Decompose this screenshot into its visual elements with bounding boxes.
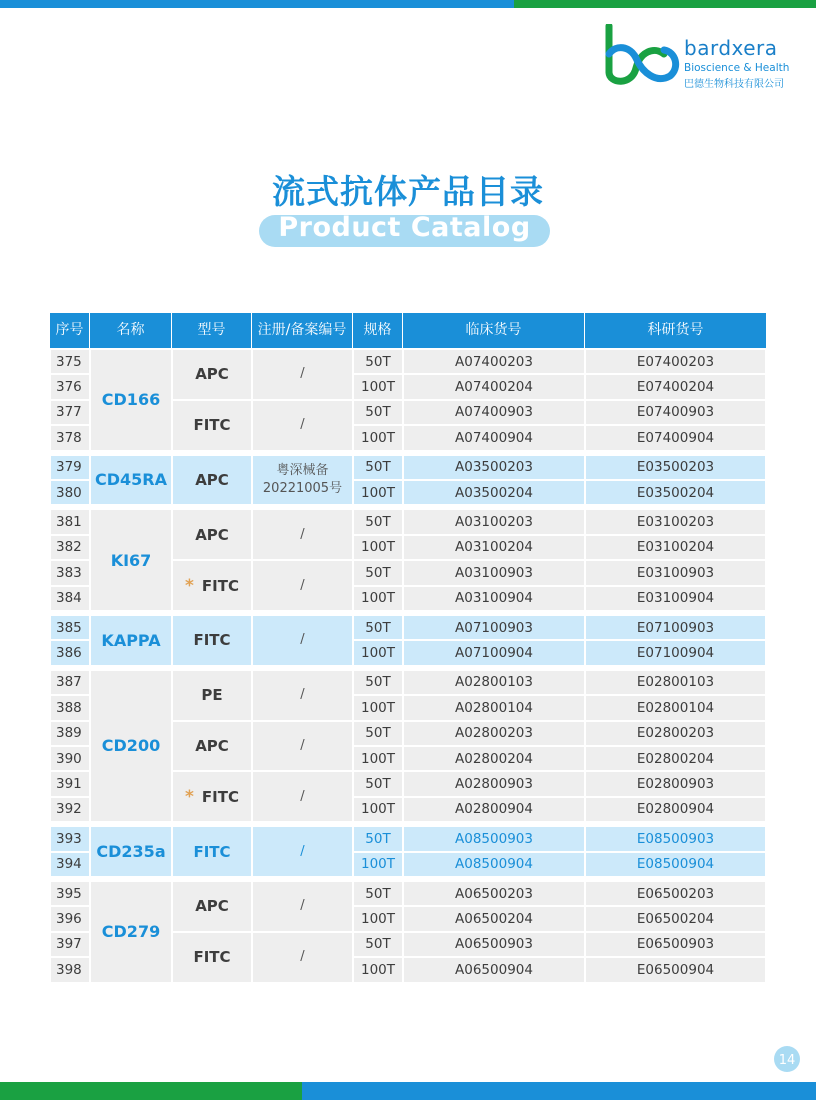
header-cell: 名称 bbox=[90, 313, 172, 348]
product-name: CD166 bbox=[90, 349, 172, 451]
registration-number: / bbox=[252, 670, 353, 721]
header-cell: 临床货号 bbox=[403, 313, 585, 348]
research-code: E07400904 bbox=[585, 425, 766, 450]
sequence-number: 385 bbox=[50, 615, 90, 640]
header-cell: 规格 bbox=[353, 313, 403, 348]
sequence-number: 389 bbox=[50, 721, 90, 746]
registration-number: / bbox=[252, 349, 353, 400]
product-group bbox=[50, 881, 766, 983]
type-label: FITC bbox=[193, 842, 231, 861]
spec: 100T bbox=[353, 957, 403, 982]
registration-number: / bbox=[252, 615, 353, 666]
product-name: CD200 bbox=[90, 670, 172, 822]
research-code: E07400204 bbox=[585, 374, 766, 399]
spec: 100T bbox=[353, 906, 403, 931]
product-group bbox=[50, 509, 766, 611]
type-label: APC bbox=[195, 525, 229, 544]
product-name: CD279 bbox=[90, 881, 172, 983]
research-code: E06500204 bbox=[585, 906, 766, 931]
clinical-code: A08500904 bbox=[403, 852, 585, 877]
type-label: APC bbox=[195, 897, 229, 916]
product-group bbox=[50, 670, 766, 822]
research-code: E03500203 bbox=[585, 455, 766, 480]
spec: 50T bbox=[353, 881, 403, 906]
research-code: E02800904 bbox=[585, 797, 766, 822]
spec: 100T bbox=[353, 480, 403, 505]
registration-number: / bbox=[252, 771, 353, 822]
spec: 100T bbox=[353, 374, 403, 399]
product-type bbox=[172, 826, 252, 877]
research-code: E03100904 bbox=[585, 586, 766, 611]
sequence-number: 396 bbox=[50, 906, 90, 931]
spec: 50T bbox=[353, 615, 403, 640]
sequence-number: 381 bbox=[50, 509, 90, 534]
clinical-code: A08500903 bbox=[403, 826, 585, 851]
clinical-code: A06500903 bbox=[403, 932, 585, 957]
clinical-code: A06500204 bbox=[403, 906, 585, 931]
bardxera-logo-icon bbox=[604, 24, 680, 86]
spec: 50T bbox=[353, 721, 403, 746]
sequence-number: 380 bbox=[50, 480, 90, 505]
clinical-code: A02800903 bbox=[403, 771, 585, 796]
bottom-accent-bar-green bbox=[0, 1082, 302, 1100]
research-code: E02800204 bbox=[585, 746, 766, 771]
sequence-number: 388 bbox=[50, 695, 90, 720]
sequence-number: 377 bbox=[50, 400, 90, 425]
product-type bbox=[172, 932, 252, 983]
research-code: E08500903 bbox=[585, 826, 766, 851]
product-group bbox=[50, 615, 766, 666]
top-accent-bar-green bbox=[514, 0, 816, 8]
clinical-code: A06500203 bbox=[403, 881, 585, 906]
research-code: E08500904 bbox=[585, 852, 766, 877]
registration-number: / bbox=[252, 721, 353, 772]
research-code: E02800104 bbox=[585, 695, 766, 720]
product-group bbox=[50, 349, 766, 451]
clinical-code: A02800103 bbox=[403, 670, 585, 695]
research-code: E02800103 bbox=[585, 670, 766, 695]
product-name: KI67 bbox=[90, 509, 172, 611]
sequence-number: 375 bbox=[50, 349, 90, 374]
spec: 50T bbox=[353, 509, 403, 534]
brand-company-name: 巴德生物科技有限公司 bbox=[684, 79, 784, 90]
header-cell: 型号 bbox=[172, 313, 252, 348]
clinical-code: A06500904 bbox=[403, 957, 585, 982]
spec: 100T bbox=[353, 425, 403, 450]
sequence-number: 383 bbox=[50, 560, 90, 585]
research-code: E07100904 bbox=[585, 640, 766, 665]
registration-number: / bbox=[252, 400, 353, 451]
brand-subtitle: Bioscience & Health bbox=[684, 62, 790, 74]
spec: 50T bbox=[353, 771, 403, 796]
sequence-number: 395 bbox=[50, 881, 90, 906]
type-label: FITC bbox=[193, 631, 231, 650]
sequence-number: 391 bbox=[50, 771, 90, 796]
registration-number: / bbox=[252, 509, 353, 560]
clinical-code: A07400204 bbox=[403, 374, 585, 399]
product-name: CD45RA bbox=[90, 455, 172, 506]
page-title: 流式抗体产品目录 bbox=[272, 172, 544, 211]
sequence-number: 390 bbox=[50, 746, 90, 771]
clinical-code: A03100904 bbox=[403, 586, 585, 611]
table-header bbox=[50, 313, 766, 348]
registration-number: 粤深械备 20221005号 bbox=[252, 455, 353, 506]
sequence-number: 379 bbox=[50, 455, 90, 480]
clinical-code: A03100203 bbox=[403, 509, 585, 534]
research-code: E06500903 bbox=[585, 932, 766, 957]
sequence-number: 393 bbox=[50, 826, 90, 851]
page-number-badge bbox=[773, 1045, 801, 1073]
product-group bbox=[50, 455, 766, 506]
research-code: E03100204 bbox=[585, 535, 766, 560]
research-code: E07100903 bbox=[585, 615, 766, 640]
clinical-code: A03100903 bbox=[403, 560, 585, 585]
clinical-code: A07100904 bbox=[403, 640, 585, 665]
product-type bbox=[172, 721, 252, 772]
spec: 50T bbox=[353, 455, 403, 480]
header-cell: 科研货号 bbox=[647, 322, 704, 338]
star-icon: * bbox=[185, 575, 194, 596]
sequence-number: 386 bbox=[50, 640, 90, 665]
page-subtitle: Product Catalog bbox=[278, 212, 531, 243]
clinical-code: A03100204 bbox=[403, 535, 585, 560]
product-type bbox=[172, 400, 252, 451]
sequence-number: 398 bbox=[50, 957, 90, 982]
spec: 50T bbox=[353, 400, 403, 425]
spec: 50T bbox=[353, 349, 403, 374]
product-type bbox=[172, 771, 252, 822]
sequence-number: 394 bbox=[50, 852, 90, 877]
spec: 100T bbox=[353, 746, 403, 771]
product-type bbox=[172, 349, 252, 400]
spec: 100T bbox=[353, 640, 403, 665]
spec: 50T bbox=[353, 560, 403, 585]
product-name: KAPPA bbox=[90, 615, 172, 666]
sequence-number: 376 bbox=[50, 374, 90, 399]
clinical-code: A03500204 bbox=[403, 480, 585, 505]
clinical-code: A03500203 bbox=[403, 455, 585, 480]
sequence-number: 387 bbox=[50, 670, 90, 695]
research-code: E06500904 bbox=[585, 957, 766, 982]
bottom-accent-bar-blue bbox=[302, 1082, 816, 1100]
research-code: E03100203 bbox=[585, 509, 766, 534]
product-type bbox=[172, 560, 252, 611]
product-group bbox=[50, 826, 766, 877]
clinical-code: A02800104 bbox=[403, 695, 585, 720]
spec: 100T bbox=[353, 797, 403, 822]
registration-number: / bbox=[252, 881, 353, 932]
header-cell: 注册/备案编号 bbox=[252, 313, 353, 348]
clinical-code: A02800204 bbox=[403, 746, 585, 771]
type-label: FITC bbox=[201, 787, 239, 806]
registration-number: / bbox=[252, 560, 353, 611]
spec: 50T bbox=[353, 826, 403, 851]
registration-number: / bbox=[252, 826, 353, 877]
clinical-code: A07400904 bbox=[403, 425, 585, 450]
clinical-code: A07400903 bbox=[403, 400, 585, 425]
header-cell: 序号 bbox=[50, 313, 90, 348]
research-code: E07400903 bbox=[585, 400, 766, 425]
type-label: FITC bbox=[193, 416, 231, 435]
product-type bbox=[172, 881, 252, 932]
registration-number: / bbox=[252, 932, 353, 983]
spec: 100T bbox=[353, 695, 403, 720]
clinical-code: A07400203 bbox=[403, 349, 585, 374]
type-label: APC bbox=[195, 365, 229, 384]
research-code: E02800203 bbox=[585, 721, 766, 746]
page-number: 14 bbox=[778, 1053, 796, 1068]
sequence-number: 382 bbox=[50, 535, 90, 560]
research-code: E03500204 bbox=[585, 480, 766, 505]
star-icon: * bbox=[185, 786, 194, 807]
spec: 50T bbox=[353, 932, 403, 957]
spec: 100T bbox=[353, 586, 403, 611]
clinical-code: A02800904 bbox=[403, 797, 585, 822]
product-type bbox=[172, 455, 252, 506]
product-type bbox=[172, 670, 252, 721]
product-type bbox=[172, 509, 252, 560]
clinical-code: A02800203 bbox=[403, 721, 585, 746]
top-accent-bar-blue bbox=[0, 0, 514, 8]
spec: 100T bbox=[353, 852, 403, 877]
type-label: APC bbox=[195, 470, 229, 489]
product-type bbox=[172, 615, 252, 666]
sequence-number: 378 bbox=[50, 425, 90, 450]
spec: 50T bbox=[353, 670, 403, 695]
research-code: E06500203 bbox=[585, 881, 766, 906]
type-label: PE bbox=[201, 686, 223, 705]
research-code: E07400203 bbox=[585, 349, 766, 374]
clinical-code: A07100903 bbox=[403, 615, 585, 640]
sequence-number: 384 bbox=[50, 586, 90, 611]
type-label: FITC bbox=[193, 948, 231, 967]
sequence-number: 397 bbox=[50, 932, 90, 957]
brand-logo bbox=[604, 24, 794, 88]
research-code: E03100903 bbox=[585, 560, 766, 585]
product-name: CD235a bbox=[90, 826, 172, 877]
type-label: FITC bbox=[201, 576, 239, 595]
sequence-number: 392 bbox=[50, 797, 90, 822]
brand-name: bardxera bbox=[684, 36, 778, 60]
research-code: E02800903 bbox=[585, 771, 766, 796]
spec: 100T bbox=[353, 535, 403, 560]
type-label: APC bbox=[195, 736, 229, 755]
